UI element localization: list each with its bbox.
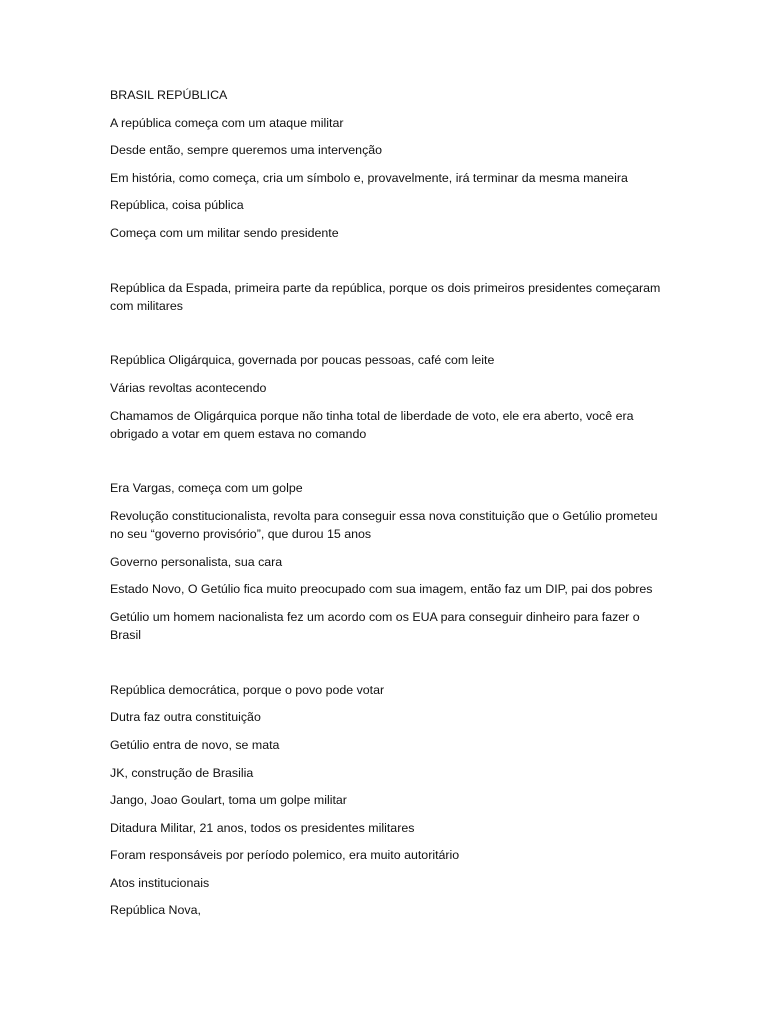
paragraph: Dutra faz outra constituição: [110, 710, 261, 725]
paragraph: Começa com um militar sendo presidente: [110, 225, 339, 240]
paragraph: Revolução constitucionalista, revolta para conseguir essa nova constituição que o Getúlio prometeu no seu “governo provisório”, que durou 15 anos: [110, 508, 658, 542]
paragraph: Jango, Joao Goulart, toma um golpe militar: [110, 793, 347, 808]
paragraph: República Oligárquica, governada por poucas pessoas, café com leite: [110, 353, 495, 368]
paragraph: Ditadura Militar, 21 anos, todos os presidentes militares: [110, 820, 415, 835]
paragraph: Várias revoltas acontecendo: [110, 380, 267, 395]
paragraph: Era Vargas, começa com um golpe: [110, 481, 303, 496]
paragraph: República democrática, porque o povo pode votar: [110, 682, 385, 697]
document-body: [110, 86, 670, 929]
paragraph: Estado Novo, O Getúlio fica muito preocupado com sua imagem, então faz um DIP, pai dos pobres: [110, 582, 653, 597]
section-republica-oligarquica: [110, 351, 670, 443]
paragraph: Desde então, sempre queremos uma intervenção: [110, 143, 383, 158]
paragraph: Getúlio entra de novo, se mata: [110, 737, 280, 752]
section-era-vargas: [110, 479, 670, 644]
paragraph: Foram responsáveis por período polemico, era muito autoritário: [110, 848, 460, 863]
paragraph: A república começa com um ataque militar: [110, 115, 344, 130]
section-republica-da-espada: [110, 279, 670, 315]
paragraph: Atos institucionais: [110, 875, 210, 890]
section-spacer: [110, 324, 670, 351]
paragraph: República Nova,: [110, 903, 201, 918]
paragraph: Governo personalista, sua cara: [110, 554, 283, 569]
section-intro: [110, 114, 670, 243]
paragraph: JK, construção de Brasilia: [110, 765, 254, 780]
paragraph: República da Espada, primeira parte da república, porque os dois primeiros presidentes começaram com militares: [110, 280, 661, 313]
section-spacer: [110, 452, 670, 479]
section-spacer: [110, 252, 670, 279]
paragraph: Getúlio um homem nacionalista fez um acordo com os EUA para conseguir dinheiro para fazer o Brasil: [110, 609, 640, 643]
document-title: BRASIL REPÚBLICA: [110, 88, 228, 102]
section-republica-democratica: [110, 681, 670, 920]
paragraph: República, coisa pública: [110, 198, 244, 213]
paragraph: Chamamos de Oligárquica porque não tinha total de liberdade de voto, ele era aberto, você era obrigado a votar em quem estava no comando: [110, 408, 634, 441]
section-spacer: [110, 654, 670, 681]
paragraph: Em história, como começa, cria um símbolo e, provavelmente, irá terminar da mesma maneira: [110, 170, 628, 185]
